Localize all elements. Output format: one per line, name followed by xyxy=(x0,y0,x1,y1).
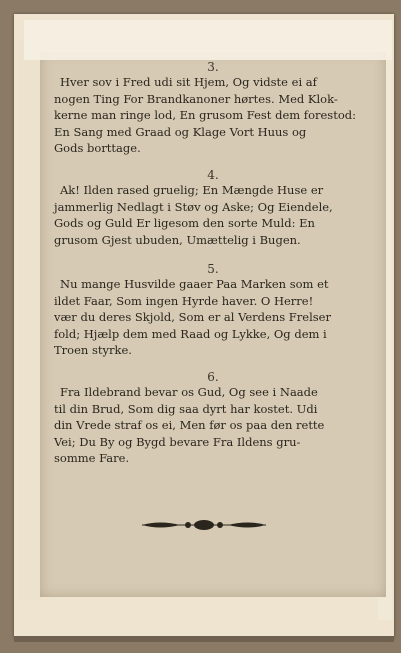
verse-text: Nu mange Husvilde gaaer Paa Marken som et ildet Faar, Som ingen Hyrde haver. O Herre! vær du deres Skjold, Som er al Verdens Frelser fold; Hjælp dem med Raad og Lykke, Og dem i Troen styrke. xyxy=(54,277,331,357)
verse-text: Fra Ildebrand bevar os Gud, Og see i Naade til din Brud, Som dig saa dyrt har kostet. Udi din Vrede straf os ei, Men før os paa den rette Vei; Du By og Bygd bevare Fra Ildens gru- somme Fare. xyxy=(54,385,325,465)
verse-text: Hver sov i Fred udi sit Hjem, Og vidste ei af nogen Ting For Brandkanoner hørtes. Med Klok- kerne man ringe lod, En grusom Fest dem forestod: En Sang med Graad og Klage Vort Huus og Gods borttage. xyxy=(54,75,356,155)
decorative-ornament xyxy=(140,518,268,532)
newspaper-clipping xyxy=(40,52,386,597)
verse-number: 4. xyxy=(207,168,219,182)
verse-4 xyxy=(40,168,386,248)
tape-strip-left xyxy=(18,40,42,600)
verse-3 xyxy=(40,60,386,157)
tape-strip-top xyxy=(24,20,392,60)
verse-number: 6. xyxy=(207,370,219,384)
verse-text: Ak! Ilden rased gruelig; En Mængde Huse er jammerlig Nedlagt i Støv og Aske; Og Eiendele, Gods og Guld Er ligesom den sorte Muld: En grusom Gjest ubuden, Umættelig i Bugen. xyxy=(54,183,333,247)
verse-6 xyxy=(40,370,386,467)
mount-bottom-edge xyxy=(14,636,394,642)
verse-number: 5. xyxy=(207,262,219,276)
verse-number: 3. xyxy=(207,60,219,74)
verse-5 xyxy=(40,262,386,359)
